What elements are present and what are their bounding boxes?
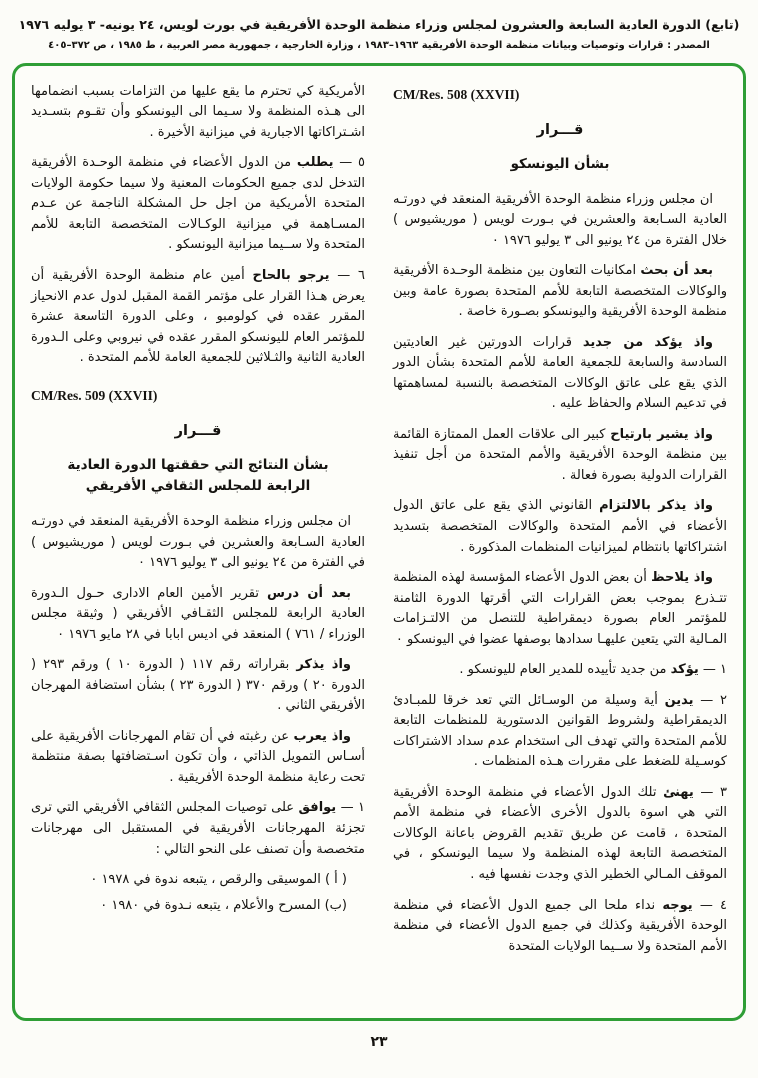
page-header	[16, 16, 742, 53]
sub-item: (ب) المسرح والأعلام ، يتبعه نـدوة في ١٩٨٠ ٠	[100, 897, 347, 913]
resolution-id: CM/Res. 508 (XXVII)	[393, 86, 520, 102]
paragraph: واذ يذكر بقراراته رقم ١١٧ ( الدورة ١٠ ) ورقم ٢٩٣ ( الدورة ٢٠ ) ورقم ٣٧٠ ( الدورة ٢٣ ) بشأن استضافة المهرجان الأفريقي الثاني .	[31, 657, 366, 714]
resolution-title: قـــرار	[536, 122, 584, 139]
header-session-title: (تابع) الدورة العادية السابعة والعشرون لمجلس وزراء منظمة الوحدة الأفريقية في بورت لويس، ٢٤ يونيه- ٣ يوليه ١٩٧٦	[18, 17, 740, 32]
numbered-item: ٤ — يوجه نداء ملحا الى جميع الدول الأعضاء في منظمة الوحدة الأفريقية وكذلك في جميع الدول الأعضاء في منظمة الأمم المتحدة ولا ســيما الولايات المتحدة	[393, 897, 727, 954]
paragraph: واذ يعرب عن رغبته في أن تقام المهرجانات الأفريقية على أسـاس التمويل الذاتي ، وأن تكون اسـتضافتها بصفة منتظمة تحت رعاية منظمة الوحدة الأفريقية .	[31, 728, 365, 785]
page-footer	[12, 1031, 746, 1050]
paragraph: ان مجلس وزراء منظمة الوحدة الأفريقية المنعقد في دورتـه العادية السـابعة والعشرين في بـورت لويس ( موريشيوس ) في الفترة من ٢٤ يونيو الى ٣ يوليو ١٩٧٦ ٠	[31, 514, 365, 571]
resolution-id: CM/Res. 509 (XXVII)	[31, 387, 158, 403]
paragraph: واذ يلاحظ أن بعض الدول الأعضاء المؤسسة لهذه المنظمة تتـذرع بموجب بعض القرارات التي أقرتها الدورة الثامنة للمؤتمر العام بصورة ديمقراطية للتنصل من الالتـزامات المـالية التي يتعين عليهـا سدادها بوصفها عضوا في اليونسكو ٠	[393, 570, 727, 647]
paragraph: واذ يؤكد من جديد قرارات الدورتين غير العاديتين السادسة والسابعة للجمعية العامة للأمم المتحدة بشأن الدور الذي يقع على عاتق الوكالات المتخصصة بالنسبة لمساهمتها في تدعيم السلام والحفاظ عليه .	[393, 334, 727, 412]
paragraph: بعد أن بحث امكانيات التعاون بين منظمة الوحـدة الأفريقية والوكالات المتخصصة التابعة للأمم المتحدة بصورة عامة وبين منظمة الوحدة الأفريقية واليونسكو بصـورة خاصة .	[393, 263, 727, 320]
paragraph: واذ يشير بارتياح كبير الى علاقات العمل الممتازة القائمة بين منظمة الوحدة الأفريقية والأمم المتحدة من أجل تنفيذ القرارات الدولية بصورة فعالة .	[393, 426, 727, 483]
numbered-item: ٢ — يدين أية وسيلة من الوسـائل التي تعد خرقا للمبـادئ الديمقراطية ولشروط القوانين الدستورية للمنظمات التابعة للأمم المتحدة والتي تهدف الى استخدام عدم سداد الاشتراكات كوسـيلة للضغط على مقررات هـذه المنظمات .	[393, 692, 728, 770]
paragraph: واذ يذكر بالالتزام القانوني الذي يقع على عاتق الدول الأعضاء في الأمم المتحدة والوكالات المتخصصة بتسديد اشتراكاتها بانتظام لميزانيات المنظمات المذكورة .	[393, 498, 727, 555]
resolution-subtitle: بشأن النتائج التي حققتها الدورة العادية الرابعة للمجلس الثقافي الأفريقي	[67, 456, 329, 495]
column-left	[31, 82, 365, 1008]
numbered-item: ٣ — يهنئ تلك الدول الأعضاء في منظمة الوحدة الأفريقية التي هي اسوة بالدول الأخرى الأعضاء في منظمة الأمم المتحدة ، قامت عن طريق تقديم القروض باعانة الوكالات المتخصصة التابعة لهذه المنظمة ولا سيما اليونسكو ، في الموقف المـالي الخطير الذي وجدت نفسها فيه .	[393, 784, 727, 882]
paragraph: الأمريكية كي تحترم ما يقع عليها من التزامات بسبب انضمامها الى هـذه المنظمة ولا سـيما الى اليونسكو وأن تقـوم بتسـديد اشـتراكاتها الاجبارية في ميزانية الأخيرة .	[31, 83, 365, 140]
numbered-item: ٥ — يطلب من الدول الأعضاء في منظمة الوحـدة الأفريقية التدخل لدى جميع الحكومات المعنية ولا سيما حكومة الولايات المتحدة الأمريكية من اجل حل المشكلة الناجمة عن عـدم المسـاهمة في ميزانية الوكـالات المتخصصة التابعة للأمم المتحدة ولا ســيما ميزانية اليونسكو .	[31, 155, 366, 253]
sub-item: ( أ ) الموسيقى والرقص ، يتبعه ندوة في ١٩٧٨ ٠	[90, 872, 347, 888]
columns-container	[31, 82, 727, 1008]
numbered-item: ٦ — يرجو بالحاح أمين عام منظمة الوحدة الأفريقية أن يعرض هـذا القرار على مؤتمر القمة المقبل لدول عدم الانحياز المقرر عقده في كولومبو ، وعلى الدورة التاسعة عشرة للمؤتمر العام لليونسكو المقرر عقده في نيروبي وعلى الـدورة العادية الثانية والثـلاثين للجمعية العامة للأمم المتحدة .	[31, 268, 366, 366]
numbered-item: ١ — يوافق على توصيات المجلس الثقافي الأفريقي التي ترى تجزئة المهرجانات الأفريقية في المستقبل الى مهرجانات متخصصة وأن تصنف على النحو التالي :	[31, 800, 365, 857]
paragraph: بعد أن درس تقرير الأمين العام الادارى حـول الـدورة العادية الرابعة للمجلس الثقـافي الأفريقي ( وثيقة مجلس الوزراء / ٧٦١ ) المنعقد في اديس ابابا في ٢٨ مايو ١٩٧٦ ٠	[31, 585, 365, 642]
resolution-title: قـــرار	[174, 422, 222, 439]
content-frame	[12, 63, 746, 1021]
column-right	[393, 82, 727, 1008]
paragraph: ان مجلس وزراء منظمة الوحدة الأفريقية المنعقد في دورتـه العادية السـابعة والعشرين في بـورت لويس ( موريشيوس ) خلال الفترة من ٢٤ يونيو الى ٣ يوليو ١٩٧٦ ٠	[393, 191, 727, 248]
resolution-subtitle: بشأن اليونسكو	[510, 155, 610, 172]
numbered-item: ١ — يؤكد من جديد تأييده للمدير العام لليونسكو .	[459, 662, 727, 678]
page-number: ٢٣	[370, 1033, 388, 1050]
header-source-citation: المصدر : قرارات وتوصيات وبيانات منظمة الوحدة الأفريقية ١٩٦٣–١٩٨٣ ، وزارة الخارجية ، جمهورية مصر العربية ، ط ١٩٨٥ ، ص ٣٧٢–٤٠٥	[48, 39, 710, 51]
